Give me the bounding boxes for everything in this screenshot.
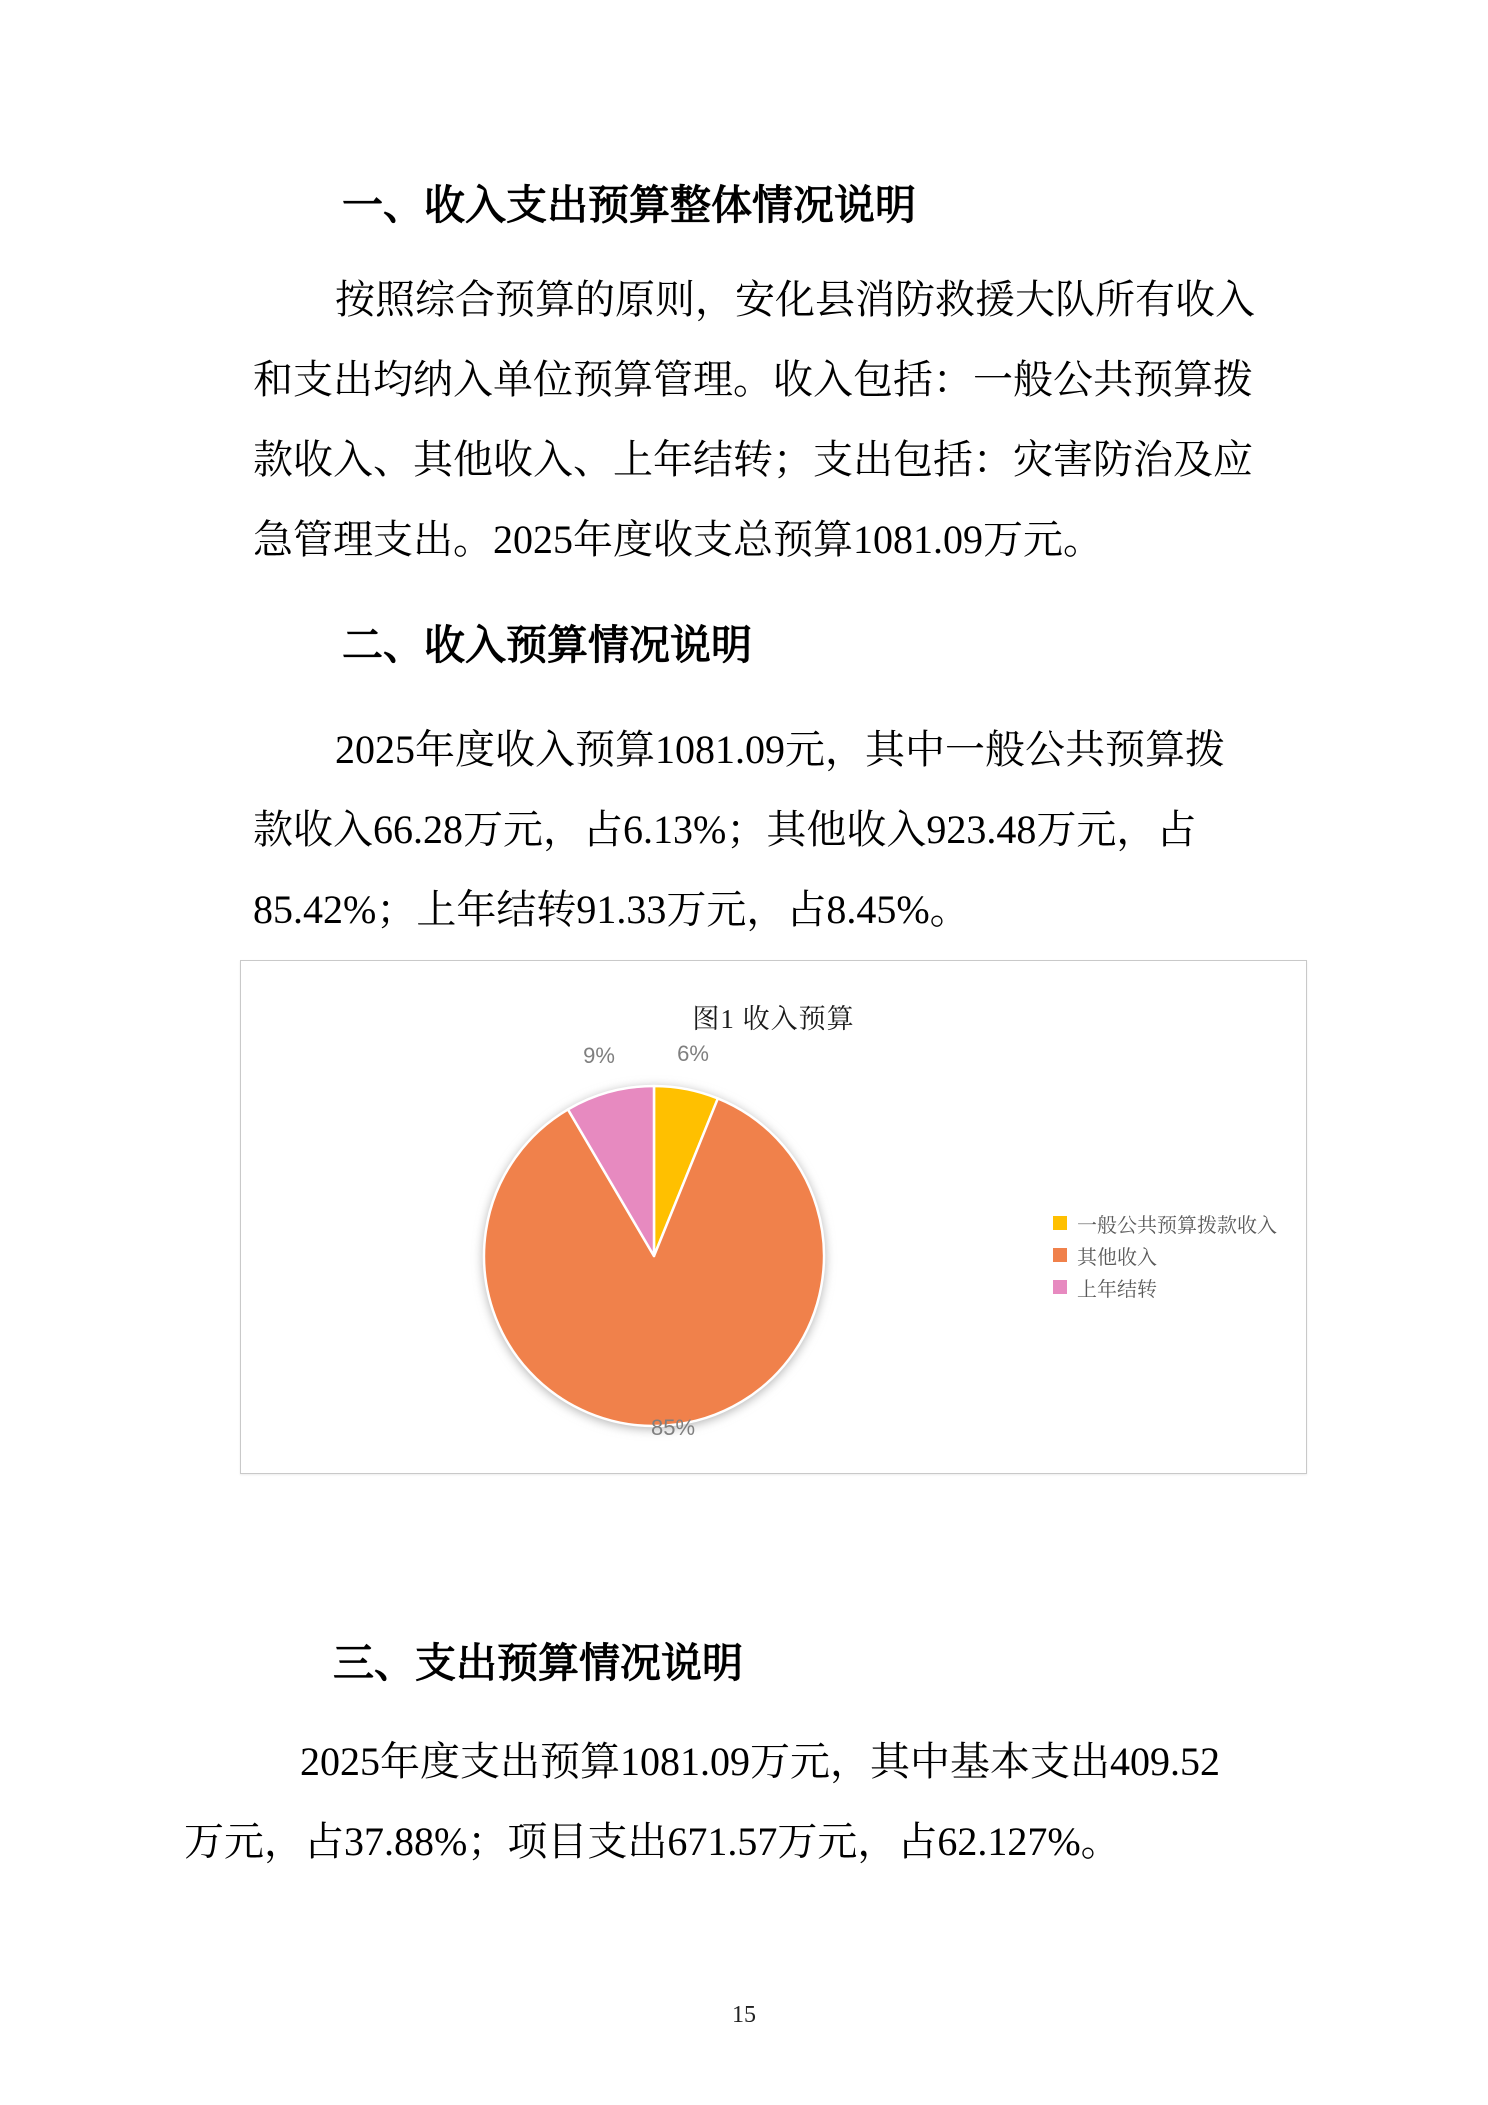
section-1-heading: 一、收入支出预算整体情况说明 (342, 182, 916, 228)
text-line: 款收入、其他收入、上年结转；支出包括：灾害防治及应 (253, 437, 1253, 482)
legend-label: 一般公共预算拨款收入 (1077, 1214, 1277, 1237)
text-line: 急管理支出。2025年度收支总预算1081.09万元。 (253, 517, 1103, 562)
legend-swatch-icon (1053, 1280, 1067, 1294)
chart-title: 图1 收入预算 (692, 1004, 855, 1034)
pie-chart (474, 1076, 834, 1436)
text-line: 万元，占37.88%；项目支出671.57万元，占62.127%。 (184, 1819, 1121, 1864)
text-line: 款收入66.28万元，占6.13%；其他收入923.48万元，占 (253, 807, 1197, 852)
legend-swatch-icon (1053, 1248, 1067, 1262)
pie-label-other-income: 85% (650, 1415, 696, 1440)
text-line: 和支出均纳入单位预算管理。收入包括：一般公共预算拨 (253, 357, 1253, 402)
text-line: 2025年度支出预算1081.09万元，其中基本支出409.52 (300, 1739, 1220, 1784)
text-line: 按照综合预算的原则，安化县消防救援大队所有收入 (335, 277, 1255, 322)
legend-item-carryover (1053, 1271, 1277, 1303)
section-1-paragraph (253, 260, 1255, 580)
legend-label: 其他收入 (1077, 1246, 1157, 1269)
legend-item-general-budget (1053, 1207, 1277, 1239)
legend-item-other-income (1053, 1239, 1277, 1271)
section-3-paragraph (184, 1722, 1220, 1882)
section-2-paragraph (253, 710, 1225, 950)
text-line: 85.42%；上年结转91.33万元，占8.45%。 (253, 887, 970, 932)
section-3-heading: 三、支出预算情况说明 (333, 1640, 743, 1686)
page-number: 15 (732, 2002, 756, 2028)
pie-label-general-budget: 6% (677, 1041, 709, 1066)
chart-legend (1053, 1207, 1277, 1303)
income-budget-pie-chart-figure (240, 960, 1307, 1474)
legend-label: 上年结转 (1077, 1278, 1157, 1301)
text-line: 2025年度收入预算1081.09元，其中一般公共预算拨 (335, 727, 1225, 772)
legend-swatch-icon (1053, 1216, 1067, 1230)
section-2-heading: 二、收入预算情况说明 (342, 622, 752, 668)
pie-label-carryover: 9% (583, 1043, 615, 1068)
